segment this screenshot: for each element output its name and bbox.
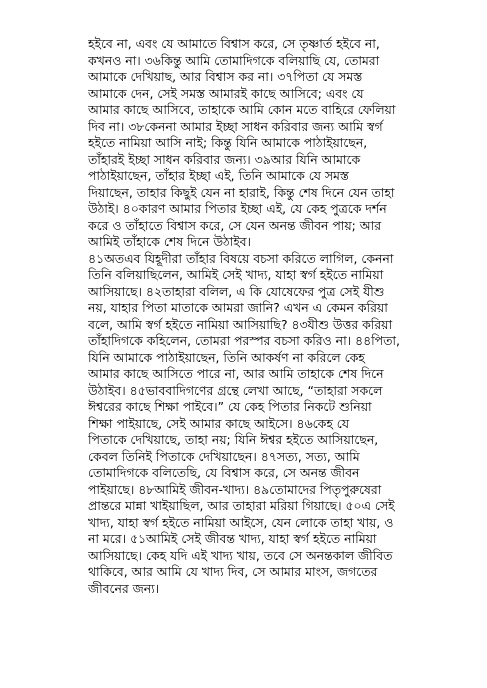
text-line: দিয়াছেন, তাহার কিছুই যেন না হারাই, কিন্তু শেষ দিনে যেন তাহা xyxy=(88,184,395,200)
text-line: আসিয়াছে। ৪২তাহারা বলিল, এ কি যোষেফের পুত্র সেই যীশু xyxy=(88,283,385,299)
text-line: বলে, আমি স্বর্গ হইতে নামিয়া আসিয়াছি? ৪৩যীশু উত্তর করিয়া xyxy=(88,316,393,332)
text-line: আমার কাছে আসিতে পারে না, আর আমি তাহাকে শেষ দিনে xyxy=(88,366,384,381)
text-line: হইবে না, এবং যে আমাতে বিশ্বাস করে, সে তৃষ্ণার্ত হইবে না, xyxy=(88,36,380,51)
text-line: নয়, যাহার পিতা মাতাকে আমরা জানি? এখন এ কেমন করিয়া xyxy=(88,300,388,315)
text-line: পিতাকে দেখিয়াছে, তাহা নয়; যিনি ঈশ্বর হইতে আসিয়াছেন, xyxy=(88,432,379,447)
text-line: কেবল তিনিই পিতাকে দেখিয়াছেন। ৪৭সত্য, সত্য, আমি xyxy=(88,448,360,464)
text-line: জীবনের জন্য। xyxy=(88,580,160,596)
text-line: পাইয়াছে। ৪৮আমিই জীবন-খাদ্য। ৪৯তোমাদের পিতৃপুরুষেরা xyxy=(88,481,382,497)
text-line: আমিই তাঁহাকে শেষ দিনে উঠাইব। xyxy=(88,234,251,249)
text-line: কখনও না। ৩৬কিন্তু আমি তোমাদিগকে বলিয়াছি যে, তোমরা xyxy=(88,52,380,68)
text-line: তাঁহারই ইচ্ছা সাধন করিবার জন্য। ৩৯আর যিনি আমাকে xyxy=(88,151,361,167)
text-line: উঠাইব। ৪৫ভাববাদিগণের গ্রন্থে লেখা আছে, “তাহারা সকলে xyxy=(88,382,383,398)
text-line: তোমাদিগকে বলিতেছি, যে বিশ্বাস করে, সে অনন্ত জীবন xyxy=(88,465,360,480)
text-line: দিব না। ৩৮কেননা আমার ইচ্ছা সাধন করিবার জন্য আমি স্বর্গ xyxy=(88,118,383,134)
text-line: না মরে। ৫১আমিই সেই জীবন্ত খাদ্য, যাহা স্বর্গ হইতে নামিয়া xyxy=(88,531,377,546)
text-line: পাঠাইয়াছেন, তাঁহার ইচ্ছা এই, তিনি আমাকে যে সমস্ত xyxy=(88,168,349,183)
text-line: হইতে নামিয়া আসি নাই; কিন্তু যিনি আমাকে পাঠাইয়াছেন, xyxy=(88,135,368,150)
text-line: খাদ্য, যাহা স্বর্গ হইতে নামিয়া আইসে, যেন লোকে তাহা খায়, ও xyxy=(88,514,394,530)
text-line: উঠাই। ৪০কারণ আমার পিতার ইচ্ছা এই, যে কেহ পুত্রকে দর্শন xyxy=(88,201,387,216)
text-line: প্রান্তরে মান্না খাইয়াছিল, আর তাহারা মরিয়া গিয়াছে। ৫০এ সেই xyxy=(88,498,395,513)
text-line: শিক্ষা পাইয়াছে, সেই আমার কাছে আইসে। ৪৬কেহ যে xyxy=(88,415,349,431)
text-line: আসিয়াছে। কেহ যদি এই খাদ্য খায়, তবে সে অনন্তকাল জীবিত xyxy=(88,547,393,563)
text-line: থাকিবে, আর আমি যে খাদ্য দিব, সে আমার মাংস, জগতের xyxy=(88,564,378,579)
text-line: তাঁহাদিগকে কহিলেন, তোমরা পরস্পর বচসা করিও না। ৪৪পিতা, xyxy=(88,333,400,348)
text-line: করে ও তাঁহাতে বিশ্বাস করে, সে যেন অনন্ত জীবন পায়; আর xyxy=(88,217,382,233)
text-line: তিনি বলিয়াছিলেন, আমিই সেই খাদ্য, যাহা স্বর্গ হইতে নামিয়া xyxy=(88,267,384,282)
text-line: আমাকে দেখিয়াছ, আর বিশ্বাস কর না। ৩৭পিতা যে সমস্ত xyxy=(88,69,363,84)
text-line: ঈশ্বরের কাছে শিক্ষা পাইবে।” যে কেহ পিতার নিকটে শুনিয়া xyxy=(88,399,372,414)
text-line: যিনি আমাকে পাঠাইয়াছেন, তিনি আকর্ষণ না করিলে কেহ xyxy=(88,349,365,365)
text-line: আমার কাছে আসিবে, তাহাকে আমি কোন মতে বাহিরে ফেলিয়া xyxy=(88,102,396,117)
text-line: ৪১অতএব যিহূদীরা তাঁহার বিষয়ে বচসা করিতে লাগিল, কেননা xyxy=(88,250,394,266)
text-line: আমাকে দেন, সেই সমস্ত আমারই কাছে আসিবে; এবং যে xyxy=(88,85,364,101)
body-text xyxy=(88,36,410,597)
